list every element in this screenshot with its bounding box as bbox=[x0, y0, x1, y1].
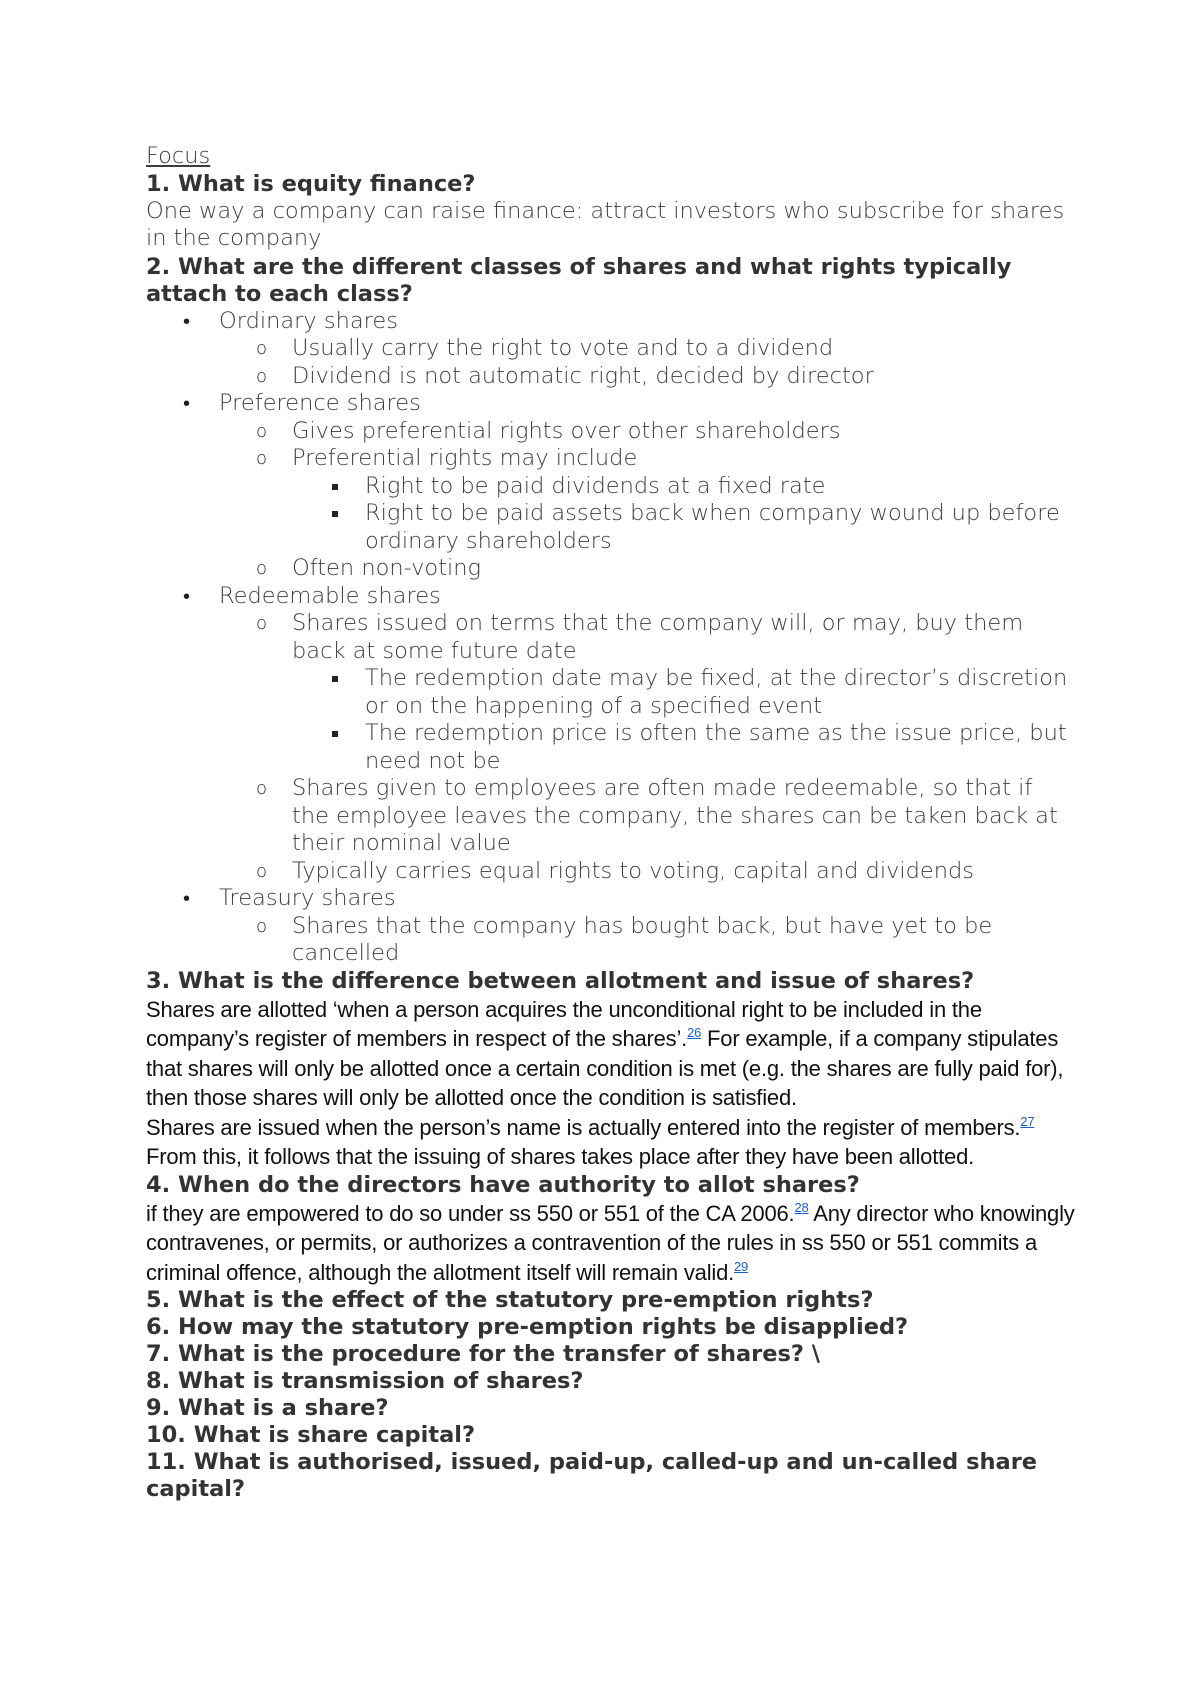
footnote-26-link[interactable]: 26 bbox=[687, 1025, 702, 1040]
list-item: o Preferential rights may include bbox=[146, 445, 1076, 473]
answer-1: One way a company can raise finance: attract investors who subscribe for shares in the company bbox=[146, 197, 1065, 251]
question-9: 9. What is a share? bbox=[146, 1395, 389, 1421]
list-item: o Dividend is not automatic right, decided by director bbox=[146, 363, 1076, 391]
footnote-27-link[interactable]: 27 bbox=[1020, 1113, 1035, 1129]
question-1: 1. What is equity finance? bbox=[146, 170, 476, 197]
list-item: o Shares that the company has bought back, but have yet to be cancelled bbox=[146, 913, 1076, 968]
list-item: o Gives preferential rights over other shareholders bbox=[146, 418, 1076, 446]
list-item: • Redeemable shares bbox=[146, 583, 1076, 611]
list-item: • Ordinary shares bbox=[146, 308, 1076, 336]
question-6: 6. How may the statutory pre-emption rights be disapplied? bbox=[146, 1314, 909, 1340]
answer-3-para-2: Shares are issued when the person’s name is actually entered into the register of members.$^{27}$ From this, it follows that the issuing of shares takes place after they have been allotted. bbox=[146, 1113, 1035, 1169]
question-3: 3. What is the difference between allotment and issue of shares? bbox=[146, 967, 975, 994]
focus-heading: Focus bbox=[146, 143, 211, 169]
list-item: o Often non-voting bbox=[146, 555, 1076, 583]
list-item: • Preference shares bbox=[146, 390, 1076, 418]
footnote-28-link[interactable]: 28 bbox=[794, 1199, 809, 1215]
list-item: The redemption date may be fixed, at the director’s discretion or on the happening of a specified event bbox=[146, 665, 1076, 720]
list-item: The redemption price is often the same as the issue price, but need not be bbox=[146, 720, 1076, 775]
question-11: 11. What is authorised, issued, paid-up, called-up and un-called share capital? bbox=[146, 1449, 1038, 1502]
share-classes-list bbox=[146, 308, 1076, 968]
footnote-29-link[interactable]: 29 bbox=[734, 1258, 749, 1274]
list-item: Right to be paid assets back when company wound up before ordinary shareholders bbox=[146, 500, 1076, 555]
question-7: 7. What is the procedure for the transfer of shares? \ bbox=[146, 1341, 821, 1367]
question-5: 5. What is the effect of the statutory pre-emption rights? bbox=[146, 1287, 874, 1313]
list-item: Right to be paid dividends at a fixed rate bbox=[146, 473, 1076, 501]
list-item: o Shares given to employees are often made redeemable, so that if the employee leaves the company, the shares can be taken back at their nominal value bbox=[146, 775, 1076, 858]
list-item: o Typically carries equal rights to voting, capital and dividends bbox=[146, 858, 1076, 886]
answer-3-para-1: Shares are allotted ‘when a person acquires the unconditional right to be included in the company’s register of members in respect of the shares’.$^{26}$ For example, if a company stipulates that shares will only be allotted once a certain condition is met (e.g. the shares are fully paid for), then those shares will only be allotted once the condition is satisfied. bbox=[146, 996, 1064, 1110]
question-2: 2. What are the different classes of shares and what rights typically attach to each class? bbox=[146, 253, 1012, 307]
question-8: 8. What is transmission of shares? bbox=[146, 1368, 584, 1394]
document-page bbox=[146, 143, 1076, 1503]
list-item: o Usually carry the right to vote and to a dividend bbox=[146, 335, 1076, 363]
answer-4: if they are empowered to do so under ss 550 or 551 of the CA 2006.28 Any director who knowingly contravenes, or permits, or authorizes a contravention of the rules in ss 550 or 551 commits a criminal offence, although the allotment itself will remain valid.$^{29}$ bbox=[146, 1199, 1075, 1285]
list-item: • Treasury shares bbox=[146, 885, 1076, 913]
list-item: o Shares issued on terms that the company will, or may, buy them back at some future date bbox=[146, 610, 1076, 665]
question-10: 10. What is share capital? bbox=[146, 1422, 476, 1448]
question-4: 4. When do the directors have authority to allot shares? bbox=[146, 1171, 860, 1198]
